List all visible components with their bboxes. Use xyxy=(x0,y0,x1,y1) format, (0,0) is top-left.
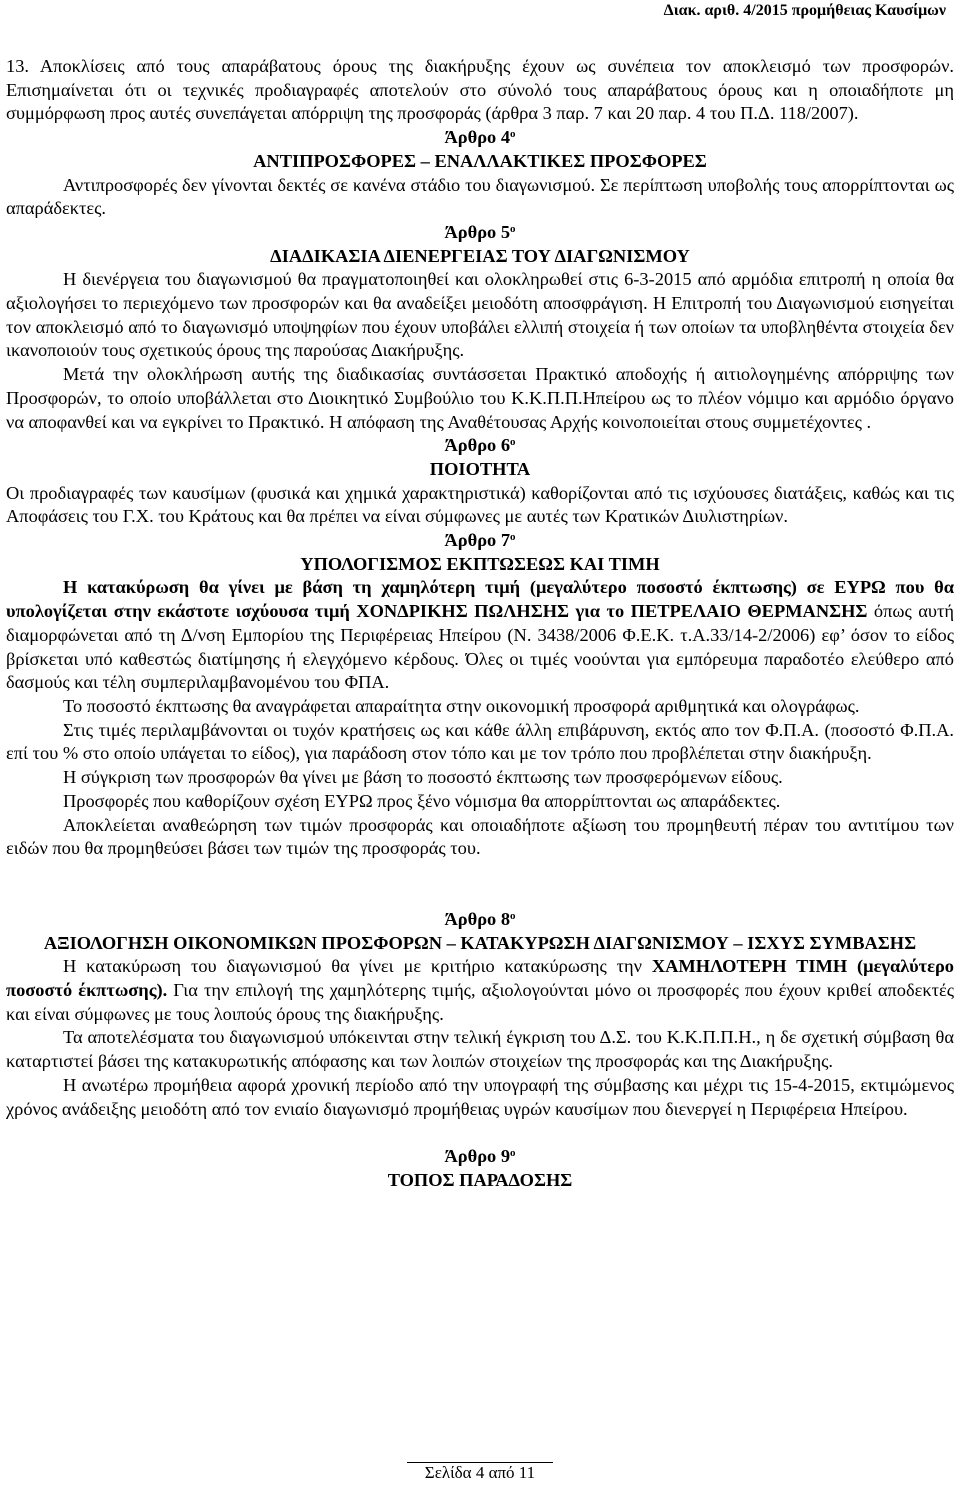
article-5-title: ΔΙΑΔΙΚΑΣΙΑ ΔΙΕΝΕΡΓΕΙΑΣ ΤΟΥ ΔΙΑΓΩΝΙΣΜΟΥ xyxy=(270,245,690,266)
article-8-heading xyxy=(6,908,954,932)
article-9-label: Άρθρο 9 xyxy=(444,1146,511,1167)
article-6-title: ΠΟΙΟΤΗΤΑ xyxy=(429,458,531,479)
article-5-paragraph-1: Η διενέργεια του διαγωνισμού θα πραγματοποιηθεί και ολοκληρωθεί στις 6-3-2015 από αρμόδια επιτροπή η οποία θα αξιολογήσει το περιεχόμενο των προσφορών και θα αναδείξει μειοδότη αποσφράγιση. Η Επιτροπή του Διαγωνισμού εισηγείται τον αποκλεισμό από το διαγωνισμό υποψηφίων που έχουν υποβάλει ελλιπή στοιχεία ή των οποίων τα υποβληθέντα στοιχεία δεν ικανοποιούν τους σχετικούς όρους της παρούσας Διακήρυξης. xyxy=(6,269,954,361)
article-4-heading xyxy=(6,126,954,150)
article-5-sup: ο xyxy=(510,222,516,235)
article-4-sup: ο xyxy=(510,128,516,141)
article-8-paragraph-3: Η ανωτέρω προμήθεια αφορά χρονική περίοδο από την υπογραφή της σύμβασης και μέχρι τις 15-4-2015, εκτιμώμενος χρόνος ανάδειξης μειοδότη από τον ενιαίο διαγωνισμό προμήθειας υγρών καυσίμων που διενεργεί η Περιφέρεια Ηπείρου. xyxy=(6,1074,954,1119)
article-6-label: Άρθρο 6 xyxy=(444,435,511,456)
article-4-label: Άρθρο 4 xyxy=(444,127,511,148)
article-6-body: Οι προδιαγραφές των καυσίμων (φυσικά και χημικά χαρακτηριστικά) καθορίζονται από τις ισχύουσες διατάξεις, καθώς και τις Αποφάσεις του Γ.Χ. του Κράτους και θα πρέπει να είναι σύμφωνες με αυτές των Κρατικών Διυλιστηρίων. xyxy=(6,482,954,527)
item-13-rest: Επισημαίνεται ότι οι τεχνικές προδιαγραφές αποτελούν στο σύνολό τους απαράβατους όρους και η οποιαδήποτε μη συμμόρφωση προς αυτές συνεπάγεται απόρριψη της προσφοράς (άρθρα 3 παρ. 7 και 20 παρ. 4 του Π.Δ. 118/2007). xyxy=(6,79,954,124)
article-7-title: ΥΠΟΛΟΓΙΣΜΟΣ ΕΚΠΤΩΣΕΩΣ ΚΑΙ ΤΙΜΗ xyxy=(300,553,660,574)
article-8-rest-text: Για την επιλογή της χαμηλότερης τιμής, αξιολογούνται μόνο οι προσφορές που έχουν κριθεί αποδεκτές και είναι σύμφωνες με τους λοιπούς όρους της διακήρυξης. xyxy=(6,980,955,1024)
article-5-label: Άρθρο 5 xyxy=(444,221,511,242)
article-8-bold-text: ΧΑΜΗΛΟΤΕΡΗ ΤΙΜΗ (μεγαλύτερο ποσοστό έκπτωσης). xyxy=(6,956,954,1001)
article-8-paragraph-1 xyxy=(6,955,954,1026)
article-5-heading xyxy=(6,221,954,245)
article-4-title: ΑΝΤΙΠΡΟΣΦΟΡΕΣ – ΕΝΑΛΛΑΚΤΙΚΕΣ ΠΡΟΣΦΟΡΕΣ xyxy=(253,150,707,171)
article-9-sup: ο xyxy=(510,1147,516,1160)
article-8-lead-text: Η κατακύρωση του διαγωνισμού θα γίνει με κριτήριο κατακύρωσης την xyxy=(63,956,652,977)
page-number-footer: Σελίδα 4 από 11 xyxy=(424,1463,536,1482)
spacer xyxy=(6,861,954,908)
article-8-label: Άρθρο 8 xyxy=(444,908,511,929)
article-7-paragraph-3: Στις τιμές περιλαμβάνονται οι τυχόν κρατήσεις ως και κάθε άλλη επιβάρυνση, εκτός απο τον Φ.Π.Α. (ποσοστό Φ.Π.Α. επί του % στο οποίο υπάγεται το είδος), για παράδοση στον τόπο και με τον τρόπο που προβλέπεται στην διακήρυξη. xyxy=(6,719,954,764)
article-7-label: Άρθρο 7 xyxy=(444,530,511,551)
spacer xyxy=(6,1121,954,1145)
article-9-title: ΤΟΠΟΣ ΠΑΡΑΔΟΣΗΣ xyxy=(387,1169,573,1190)
article-7-paragraph-1 xyxy=(6,576,954,695)
article-8-title: ΑΞΙΟΛΟΓΗΣΗ ΟΙΚΟΝΟΜΙΚΩΝ ΠΡΟΣΦΟΡΩΝ – ΚΑΤΑΚΥΡΩΣΗ ΔΙΑΓΩΝΙΣΜΟΥ – ΙΣΧΥΣ ΣΥΜΒΑΣΗΣ xyxy=(43,932,917,953)
article-7-paragraph-4: Η σύγκριση των προσφορών θα γίνει με βάση το ποσοστό έκπτωσης των προσφερόμενων είδους. xyxy=(63,767,783,788)
document-body xyxy=(6,55,954,1193)
article-6-heading xyxy=(6,434,954,458)
document-header: Διακ. αριθ. 4/2015 προμήθειας Καυσίμων xyxy=(663,2,946,19)
item-13-lead: 13. Αποκλίσεις από τους απαράβατους όρους της διακήρυξης έχουν ως συνέπεια τον αποκλεισμό των προσφορών. xyxy=(6,56,954,76)
item-13 xyxy=(6,55,954,126)
article-7-bold-text: Η κατακύρωση θα γίνει με βάση τη χαμηλότερη τιμή (μεγαλύτερο ποσοστό έκπτωσης) σε ΕΥΡΩ που θα υπολογίζεται στην εκάστοτε ισχύουσα τιμή ΧΟΝΔΡΙΚΗΣ ΠΩΛΗΣΗΣ για το ΠΕΤΡΕΛΑΙΟ ΘΕΡΜΑΝΣΗΣ xyxy=(6,577,954,622)
article-7-heading xyxy=(6,529,954,553)
article-7-rest-text: όπως αυτή διαμορφώνεται από τη Δ/νση Εμπορίου της Περιφέρειας Ηπείρου (Ν. 3438/2006 Φ.Ε.Κ. τ.Α.33/14-2/2006) εφ’ όσον το είδος βρίσκεται υπό καθεστώς διατίμησης ή ελεγχόμενο κέρδους. Όλες οι τιμές νοούνται για εμπόρευμα παραδοτέο ελεύθερο από δασμούς και τέλη συμπεριλαμβανομένου του ΦΠΑ. xyxy=(6,601,955,693)
article-5-paragraph-2: Μετά την ολοκλήρωση αυτής της διαδικασίας συντάσσεται Πρακτικό αποδοχής ή αιτιολογημένης απόρριψης των Προσφορών, το οποίο υποβάλλεται στο Διοικητικό Συμβούλιο του Κ.Κ.Π.Π.Ηπείρου ως το πλέον νόμιμο και αρμόδιο όργανο να αποφανθεί και να εγκρίνει το Πρακτικό. Η απόφαση της Αναθέτουσας Αρχής κοινοποιείται στους συμμετέχοντες . xyxy=(6,364,954,432)
article-7-paragraph-2: Το ποσοστό έκπτωσης θα αναγράφεται απαραίτητα στην οικονομική προσφορά αριθμητικά και ολογράφως. xyxy=(63,695,860,716)
article-8-sup: ο xyxy=(510,909,516,922)
article-7-paragraph-5: Προσφορές που καθορίζουν σχέση ΕΥΡΩ προς ξένο νόμισμα θα απορρίπτονται ως απαράδεκτες. xyxy=(63,790,781,811)
article-9-heading xyxy=(6,1145,954,1169)
article-6-sup: ο xyxy=(510,436,516,449)
article-7-sup: ο xyxy=(510,531,516,544)
article-7-paragraph-6: Αποκλείεται αναθεώρηση των τιμών προσφοράς και οποιαδήποτε αξίωση του προμηθευτή πέραν του αντιτίμου των ειδών που θα προμηθεύσει βάσει των τιμών της προσφοράς του. xyxy=(6,814,954,859)
article-4-body: Αντιπροσφορές δεν γίνονται δεκτές σε κανένα στάδιο του διαγωνισμού. Σε περίπτωση υποβολής τους απορρίπτονται ως απαράδεκτες. xyxy=(6,174,954,219)
article-8-paragraph-2: Τα αποτελέσματα του διαγωνισμού υπόκεινται στην τελική έγκριση του Δ.Σ. του Κ.Κ.Π.Π.Η., η δε σχετική σύμβαση θα καταρτιστεί βάσει της κατακυρωτικής απόφασης και των λοιπών στοιχείων της προσφοράς και της Διακήρυξης. xyxy=(6,1027,954,1072)
